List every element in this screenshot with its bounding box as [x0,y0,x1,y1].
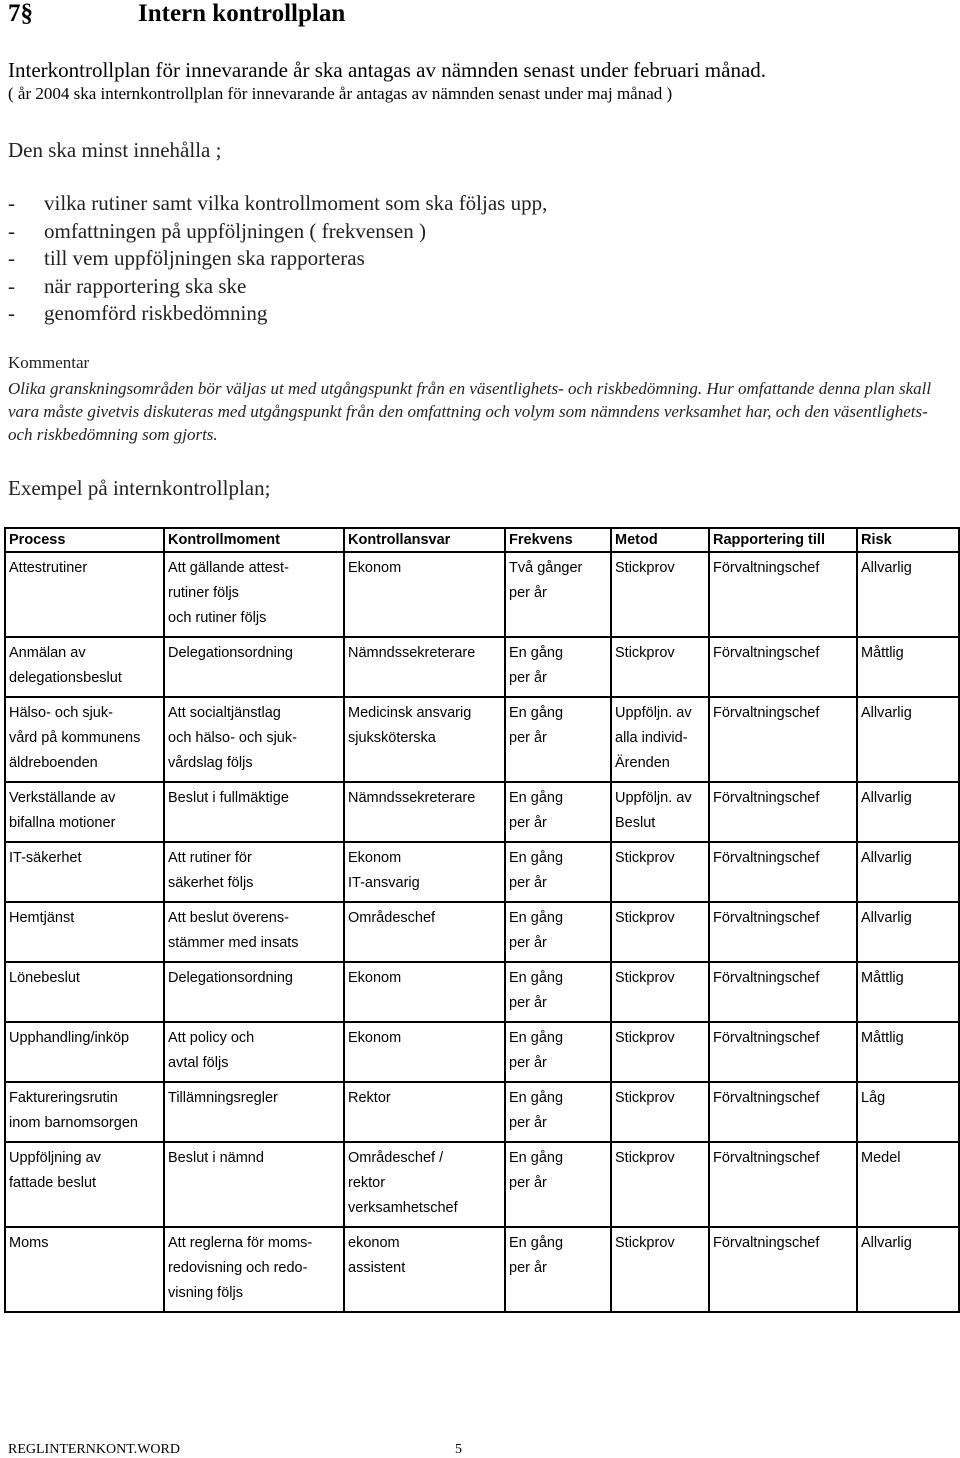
cell-line: och rutiner följs [168,610,267,626]
cell-line: Att beslut överens- [168,910,289,926]
cell-line: sjuksköterska [348,730,436,746]
cell-line: Medel [861,1150,901,1166]
footer-filename: REGLINTERNKONT.WORD [8,1442,180,1457]
cell-line: Ekonom [348,850,402,866]
cell-process [5,782,164,842]
cell-line: Att socialtjänstlag [168,705,281,721]
cell-line: Beslut i fullmäktige [168,790,289,806]
cell-line: Nämndssekreterare [348,645,476,661]
cell-line: En gång [509,1150,564,1166]
cell-frequency [505,842,611,902]
cell-process [5,962,164,1022]
cell-line: Stickprov [615,560,675,576]
cell-risk [857,1022,959,1082]
cell-report-to [709,1022,857,1082]
cell-method [611,1227,709,1312]
cell-frequency [505,697,611,782]
cell-line: En gång [509,910,564,926]
cell-line: per år [509,995,547,1011]
cell-report-to [709,697,857,782]
cell-line: En gång [509,645,564,661]
cell-line: fattade beslut [9,1175,97,1191]
cell-line: Förvaltningschef [713,910,820,926]
cell-report-to [709,782,857,842]
comment-text: Olika granskningsområden bör väljas ut med utgångspunkt från en väsentlighets- och riskbedömning. Hur omfattande denna plan skall vara måste givetvis diskuteras med utgångspunkt från den omfattning och volym som nämndens verksamhet har, och den väsentlighets- och riskbedömning som gjorts. [8,379,932,444]
cell-line: Områdeschef [348,910,436,926]
cell-process [5,637,164,697]
cell-line: Anmälan av [9,645,86,661]
cell-line: Attestrutiner [9,560,88,576]
cell-line: Stickprov [615,1150,675,1166]
cell-method [611,637,709,697]
cell-line: verksamhetschef [348,1200,458,1216]
cell-control-step [164,842,344,902]
cell-line: stämmer med insats [168,935,299,951]
cell-control-owner [344,902,505,962]
cell-control-owner [344,1082,505,1142]
table-row [5,782,959,842]
cell-line: Stickprov [615,1090,675,1106]
cell-line: Måttlig [861,645,904,661]
cell-control-step [164,1082,344,1142]
cell-line: Att rutiner för [168,850,252,866]
cell-line: ekonom [348,1235,400,1251]
cell-line: visning följs [168,1285,243,1301]
cell-line: Allvarlig [861,850,912,866]
table-row [5,962,959,1022]
cell-control-owner [344,552,505,637]
cell-risk [857,697,959,782]
cell-frequency [505,637,611,697]
cell-report-to [709,902,857,962]
cell-line: Stickprov [615,850,675,866]
cell-risk [857,552,959,637]
table-row [5,1022,959,1082]
cell-control-step [164,962,344,1022]
requirement-item: - vilka rutiner samt vilka kontrollmoment som ska följas upp, [8,191,548,215]
cell-method [611,1142,709,1227]
column-header-risk: Risk [857,528,959,552]
cell-report-to [709,1082,857,1142]
cell-frequency [505,902,611,962]
cell-line: Rektor [348,1090,391,1106]
requirement-item: - omfattningen på uppföljningen ( frekvensen ) [8,218,426,243]
cell-line: Medicinsk ansvarig [348,705,472,721]
cell-line: Uppföljning av [9,1150,101,1166]
cell-line: En gång [509,790,564,806]
cell-frequency [505,1082,611,1142]
cell-line: Förvaltningschef [713,790,820,806]
cell-line: per år [509,1260,547,1276]
cell-line: och hälso- och sjuk- [168,730,297,746]
cell-risk [857,1082,959,1142]
cell-method [611,552,709,637]
intro-line-1: Interkontrollplan för innevarande år ska antagas av nämnden senast under februari månad. [8,58,767,82]
cell-report-to [709,1227,857,1312]
cell-line: Allvarlig [861,910,912,926]
cell-line: Lönebeslut [9,970,80,986]
cell-process [5,1227,164,1312]
cell-line: vård på kommunens [9,730,141,746]
cell-control-owner [344,1227,505,1312]
section-number: 7§ [8,0,33,27]
column-header-report-to: Rapportering till [709,528,857,552]
cell-line: IT-ansvarig [348,875,420,891]
cell-control-owner [344,1022,505,1082]
cell-line: Ekonom [348,970,402,986]
table-header-row [5,528,959,552]
cell-line: Hälso- och sjuk- [9,705,113,721]
cell-risk [857,842,959,902]
cell-control-owner [344,842,505,902]
cell-line: Förvaltningschef [713,1150,820,1166]
cell-line: per år [509,585,547,601]
cell-line: alla individ- [615,730,688,746]
cell-method [611,842,709,902]
cell-report-to [709,552,857,637]
cell-process [5,1142,164,1227]
cell-process [5,1022,164,1082]
cell-line: Delegationsordning [168,645,293,661]
requirement-item: - till vem uppföljningen ska rapporteras [8,246,365,270]
cell-method [611,782,709,842]
cell-risk [857,902,959,962]
cell-risk [857,1142,959,1227]
cell-line: per år [509,815,547,831]
cell-line: rektor [348,1175,386,1191]
cell-line: vårdslag följs [168,755,253,771]
cell-risk [857,637,959,697]
cell-line: En gång [509,1235,564,1251]
cell-line: Två gånger [509,560,583,576]
table-row [5,1227,959,1312]
cell-line: per år [509,730,547,746]
cell-line: Allvarlig [861,1235,912,1251]
cell-line: Områdeschef / [348,1150,444,1166]
cell-line: Stickprov [615,970,675,986]
cell-line: En gång [509,970,564,986]
cell-line: Förvaltningschef [713,705,820,721]
column-header-frequency: Frekvens [505,528,611,552]
cell-line: Stickprov [615,1235,675,1251]
intro-line-2: ( år 2004 ska internkontrollplan för innevarande år antagas av nämnden senast under maj månad ) [8,84,673,103]
cell-line: En gång [509,1030,564,1046]
cell-line: per år [509,1115,547,1131]
cell-frequency [505,552,611,637]
table-row [5,1082,959,1142]
cell-line: Delegationsordning [168,970,293,986]
cell-report-to [709,637,857,697]
cell-frequency [505,1227,611,1312]
cell-report-to [709,1142,857,1227]
cell-control-step [164,782,344,842]
cell-line: IT-säkerhet [9,850,82,866]
cell-line: Förvaltningschef [713,560,820,576]
cell-risk [857,1227,959,1312]
cell-line: Uppföljn. av [615,705,692,721]
cell-line: bifallna motioner [9,815,116,831]
cell-line: redovisning och redo- [168,1260,308,1276]
cell-line: rutiner följs [168,585,239,601]
cell-process [5,1082,164,1142]
cell-line: En gång [509,850,564,866]
cell-frequency [505,962,611,1022]
cell-line: Moms [9,1235,49,1251]
cell-line: Förvaltningschef [713,1235,820,1251]
cell-line: assistent [348,1260,406,1276]
cell-control-step [164,1022,344,1082]
cell-method [611,1082,709,1142]
table-body [5,552,959,1312]
cell-line: Ekonom [348,1030,402,1046]
cell-process [5,842,164,902]
cell-line: Hemtjänst [9,910,75,926]
table-row [5,1142,959,1227]
cell-line: Ekonom [348,560,402,576]
cell-report-to [709,842,857,902]
cell-line: per år [509,1175,547,1191]
column-header-method: Metod [611,528,709,552]
cell-line: Förvaltningschef [713,645,820,661]
table-row [5,552,959,637]
cell-line: Tillämningsregler [168,1090,278,1106]
cell-line: Att reglerna för moms- [168,1235,313,1251]
cell-control-step [164,637,344,697]
cell-line: Nämndssekreterare [348,790,476,806]
cell-line: delegationsbeslut [9,670,122,686]
cell-line: Förvaltningschef [713,1030,820,1046]
cell-risk [857,782,959,842]
cell-control-owner [344,1142,505,1227]
cell-line: per år [509,875,547,891]
table-row [5,697,959,782]
cell-line: Stickprov [615,910,675,926]
requirements-list [8,190,547,328]
cell-line: Förvaltningschef [713,1090,820,1106]
cell-line: Ärenden [615,755,670,771]
cell-line: Beslut i nämnd [168,1150,264,1166]
cell-line: Allvarlig [861,705,912,721]
cell-method [611,902,709,962]
cell-line: per år [509,1055,547,1071]
table-row [5,637,959,697]
example-heading: Exempel på internkontrollplan; [8,476,271,500]
cell-control-owner [344,962,505,1022]
cell-line: Stickprov [615,645,675,661]
cell-line: Måttlig [861,1030,904,1046]
cell-line: inom barnomsorgen [9,1115,138,1131]
cell-line: Förvaltningschef [713,850,820,866]
cell-line: per år [509,670,547,686]
cell-control-owner [344,782,505,842]
requirement-item: - genomförd riskbedömning [8,301,268,325]
requirement-item: - när rapportering ska ske [8,273,247,298]
cell-line: Stickprov [615,1030,675,1046]
cell-frequency [505,1022,611,1082]
cell-method [611,1022,709,1082]
cell-line: Allvarlig [861,790,912,806]
cell-line: säkerhet följs [168,875,254,891]
cell-line: Verkställande av [9,790,116,806]
requirements-lead: Den ska minst innehålla ; [8,138,222,162]
cell-method [611,697,709,782]
cell-line: Upphandling/inköp [9,1030,130,1046]
cell-control-owner [344,637,505,697]
cell-process [5,902,164,962]
cell-line: Förvaltningschef [713,970,820,986]
cell-control-step [164,552,344,637]
cell-line: Låg [861,1090,886,1106]
cell-process [5,552,164,637]
cell-line: äldreboenden [9,755,98,771]
table-row [5,842,959,902]
column-header-control-owner: Kontrollansvar [344,528,505,552]
cell-process [5,697,164,782]
cell-control-step [164,1227,344,1312]
cell-control-owner [344,697,505,782]
footer-page-number: 5 [455,1442,462,1457]
cell-line: Att gällande attest- [168,560,289,576]
cell-report-to [709,962,857,1022]
cell-line: En gång [509,705,564,721]
internal-control-plan-table [4,527,960,1313]
column-header-process: Process [5,528,164,552]
cell-control-step [164,902,344,962]
cell-line: En gång [509,1090,564,1106]
cell-line: Allvarlig [861,560,912,576]
cell-frequency [505,782,611,842]
cell-line: Beslut [615,815,656,831]
cell-control-step [164,1142,344,1227]
comment-label: Kommentar [8,353,90,372]
cell-method [611,962,709,1022]
section-title: Intern kontrollplan [138,0,346,27]
cell-risk [857,962,959,1022]
cell-line: Faktureringsrutin [9,1090,118,1106]
cell-line: Måttlig [861,970,904,986]
table-row [5,902,959,962]
cell-line: per år [509,935,547,951]
cell-frequency [505,1142,611,1227]
cell-control-step [164,697,344,782]
cell-line: avtal följs [168,1055,229,1071]
cell-line: Att policy och [168,1030,255,1046]
column-header-control-step: Kontrollmoment [164,528,344,552]
cell-line: Uppföljn. av [615,790,692,806]
